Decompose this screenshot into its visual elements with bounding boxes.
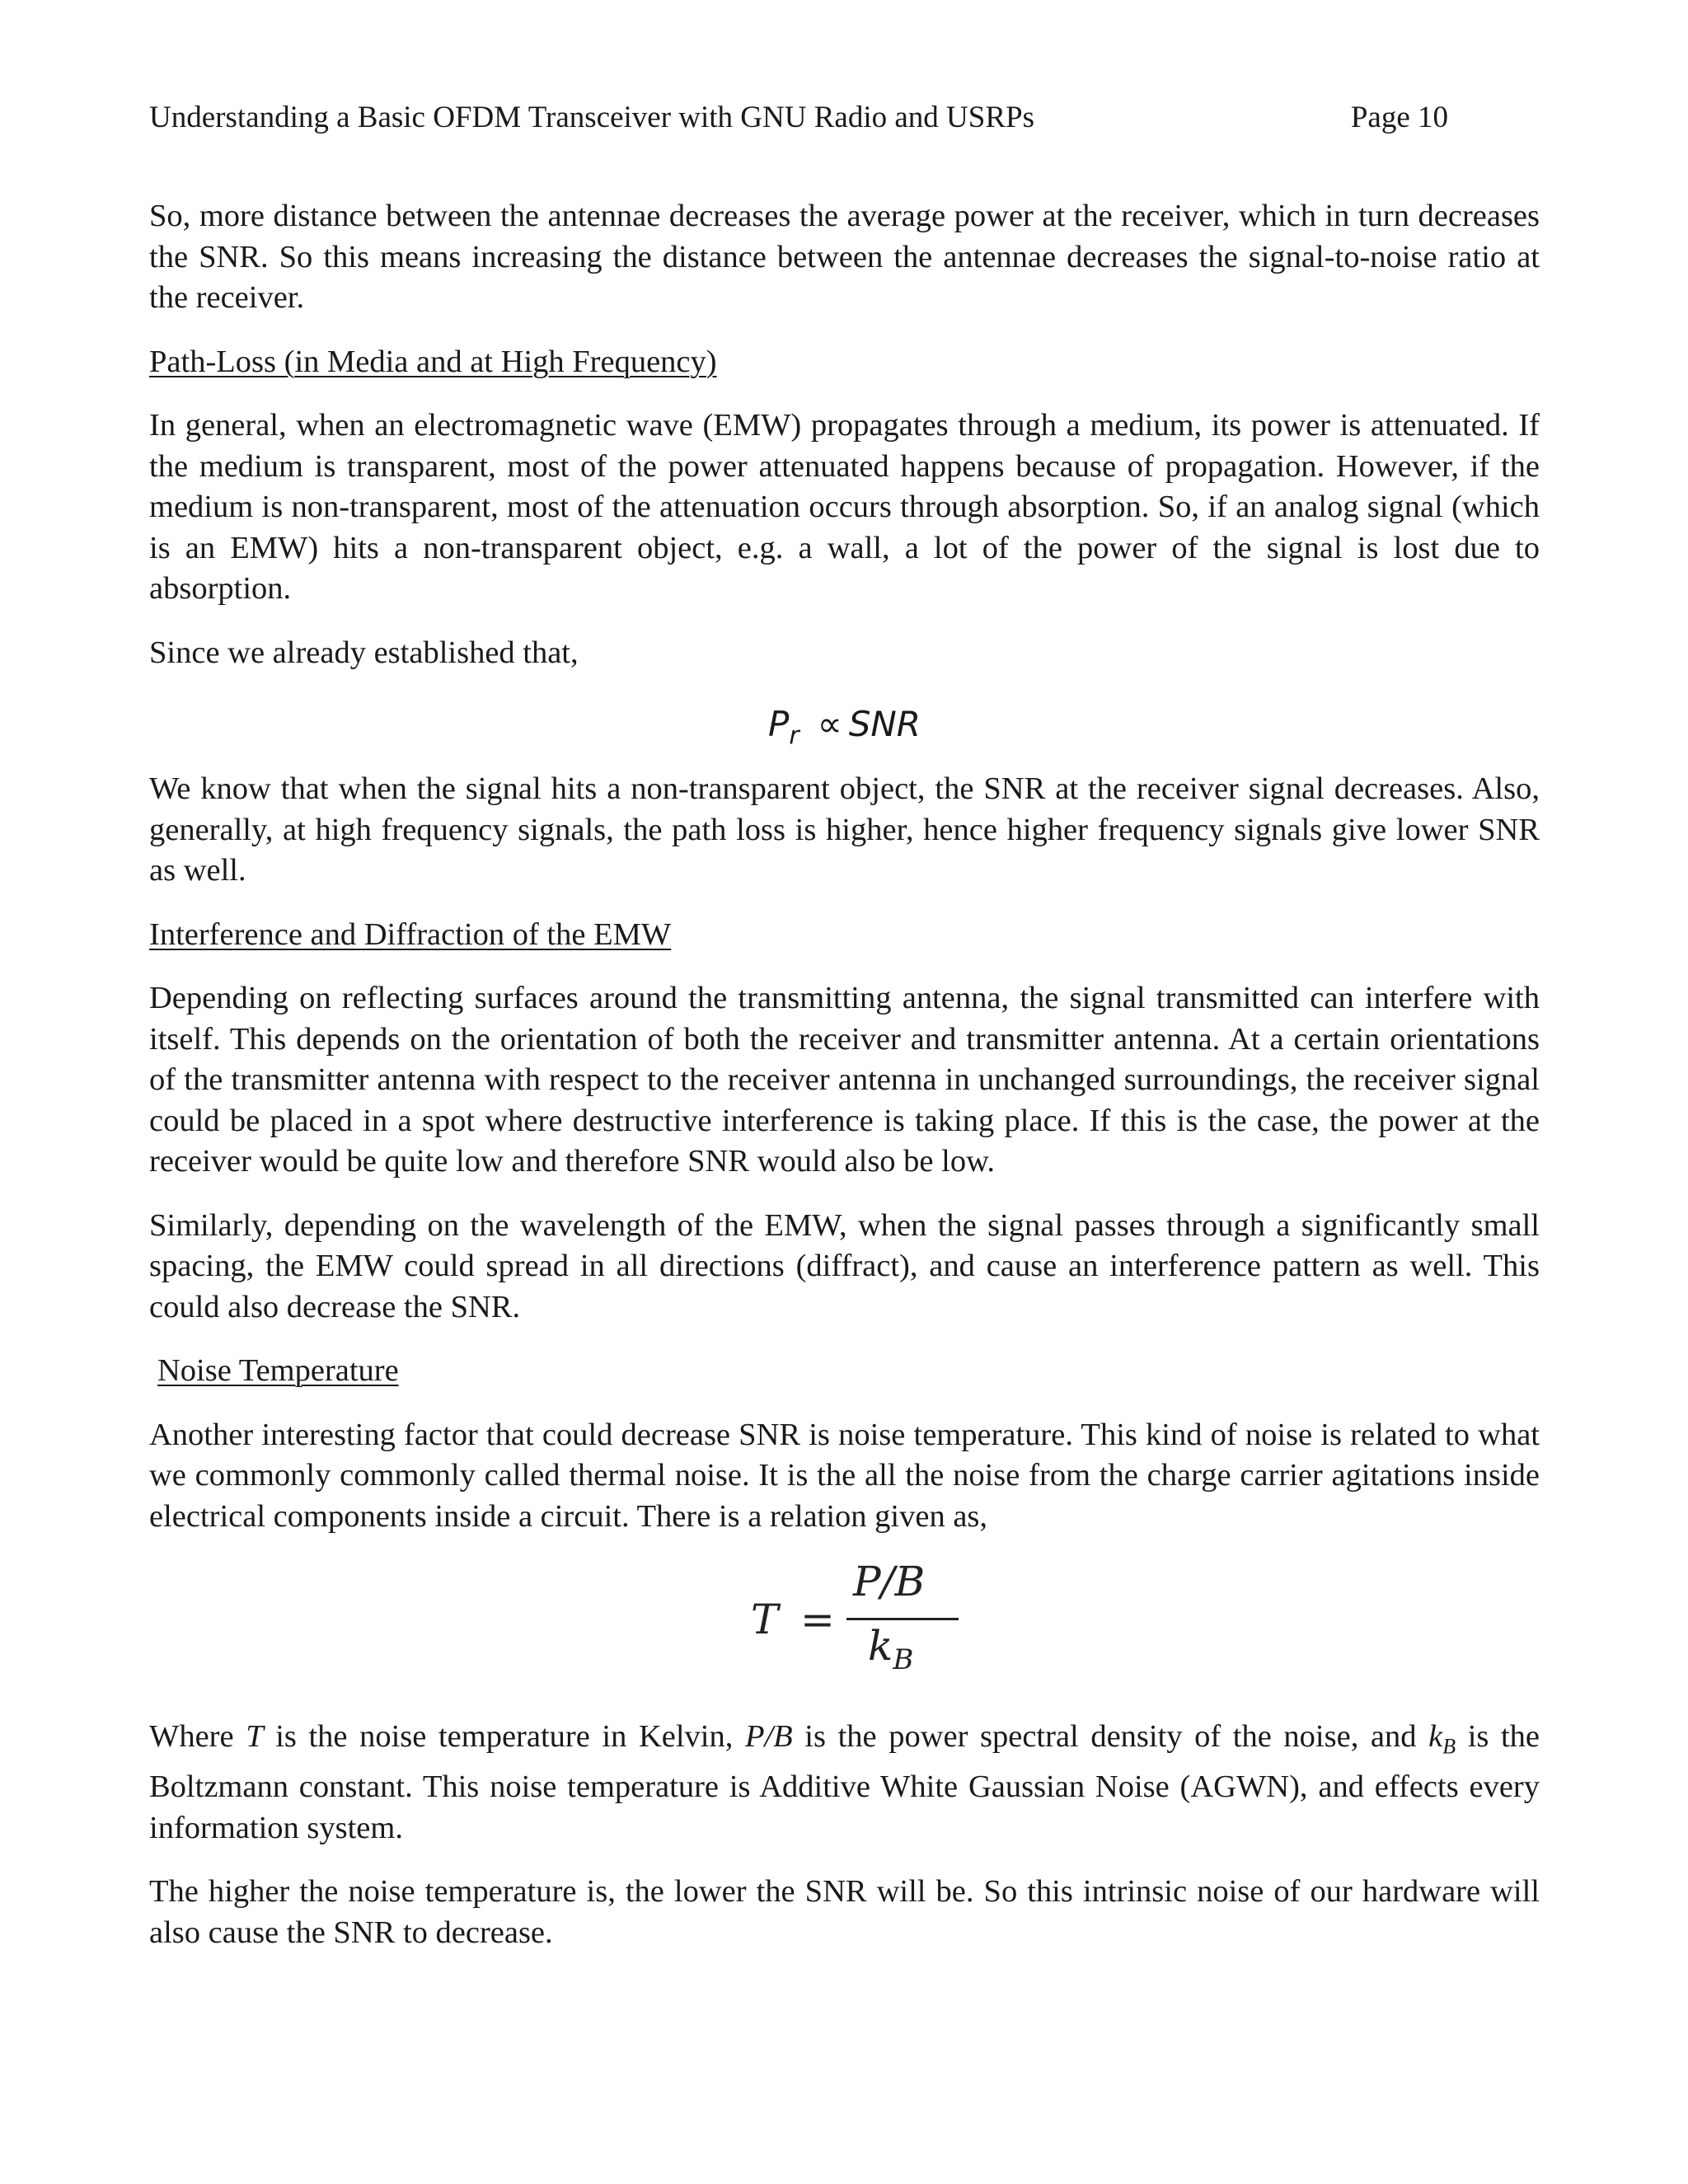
equation-proportional <box>149 691 1540 757</box>
eq1-lhs: P <box>768 704 790 744</box>
paragraph-where-definitions <box>149 1717 1540 1849</box>
text-segment: is the power spectral density of the noise, and <box>792 1719 1429 1754</box>
paragraph-reflecting-surfaces: Depending on reflecting surfaces around the transmitting antenna, the signal transmitted can interfere with itself. This depends on the orientation of both the receiver and transmitter antenna. At a certain orientations of the transmitter antenna with respect to the receiver antenna in unchanged surroundings, the receiver signal could be placed in a spot where destructive interference is taking place. If this is the case, the power at the receiver would be quite low and therefore SNR would also be low. <box>149 981 1540 1179</box>
paragraph-established: Since we already established that, <box>149 635 579 670</box>
variable-p-over-b: P/B <box>744 1719 793 1754</box>
eq2-denominator <box>868 1622 914 1681</box>
eq2-numerator: P/B <box>853 1558 926 1605</box>
eq2-denominator-base: k <box>868 1622 893 1670</box>
eq1-lhs-subscript: r <box>789 721 799 751</box>
fraction-equation <box>751 1560 965 1684</box>
header-title: Understanding a Basic OFDM Transceiver with GNU Radio and USRPs <box>149 101 1034 134</box>
variable-kb-subscript: B <box>1442 1734 1456 1759</box>
eq2-lhs: T <box>751 1596 779 1643</box>
paragraph-noise-temperature: Another interesting factor that could decrease SNR is noise temperature. This kind of noise is related to what we commonly commonly called thermal noise. It is the all the noise from the charge carrier agitations inside electrical components inside a circuit. There is a relation given as, <box>149 1417 1540 1534</box>
text-segment: Where <box>149 1719 246 1754</box>
page-body <box>149 196 1540 1976</box>
eq2-denominator-subscript: B <box>893 1643 914 1676</box>
eq2-equals-sign: = <box>800 1596 835 1643</box>
page-number: Page 10 <box>1350 101 1448 134</box>
variable-t: T <box>246 1719 264 1754</box>
variable-kb-base: k <box>1428 1719 1443 1754</box>
variable-kb <box>1428 1719 1456 1759</box>
equation-noise-temperature <box>149 1560 1540 1684</box>
paragraph-path-loss: In general, when an electromagnetic wave (EMW) propagates through a medium, its power is attenuated. If the medium is transparent, most of the power attenuated happens because of propagation. However, if the medium is non-transparent, most of the attenuation occurs through absorption. So, if an analog signal (which is an EMW) hits a non-transparent object, e.g. a wall, a lot of the power of the signal is lost due to absorption. <box>149 408 1540 606</box>
text-segment: is the Boltzmann constant. This noise temperature is Additive White Gaussian Noise (AGWN), and effects every information system. <box>149 1719 1540 1845</box>
eq1-rhs: SNR <box>848 704 921 744</box>
paragraph-non-transparent: We know that when the signal hits a non-transparent object, the SNR at the receiver signal decreases. Also, generally, at high frequency signals, the path loss is higher, hence higher frequency signals give lower SNR as well. <box>149 771 1540 888</box>
paragraph-conclusion: The higher the noise temperature is, the lower the SNR will be. So this intrinsic noise of our hardware will also cause the SNR to decrease. <box>149 1874 1540 1950</box>
fraction-bar <box>846 1618 959 1620</box>
section-heading-path-loss: Path-Loss (in Media and at High Frequency) <box>149 344 717 379</box>
text-segment: is the noise temperature in Kelvin, <box>263 1719 745 1754</box>
paragraph-distance-snr: So, more distance between the antennae decreases the average power at the receiver, which in turn decreases the SNR. So this means increasing the distance between the antennae decreases the signal-to-noise ratio at the receiver. <box>149 199 1540 315</box>
eq1-proportional-symbol: ∝ <box>817 704 842 744</box>
section-heading-interference: Interference and Diffraction of the EMW <box>149 916 672 952</box>
section-heading-noise-temperature: Noise Temperature <box>157 1353 399 1388</box>
paragraph-diffraction: Similarly, depending on the wavelength of the EMW, when the signal passes through a significantly small spacing, the EMW could spread in all directions (diffract), and cause an interference pattern as well. This could also decrease the SNR. <box>149 1207 1540 1324</box>
page-header <box>149 97 1448 138</box>
